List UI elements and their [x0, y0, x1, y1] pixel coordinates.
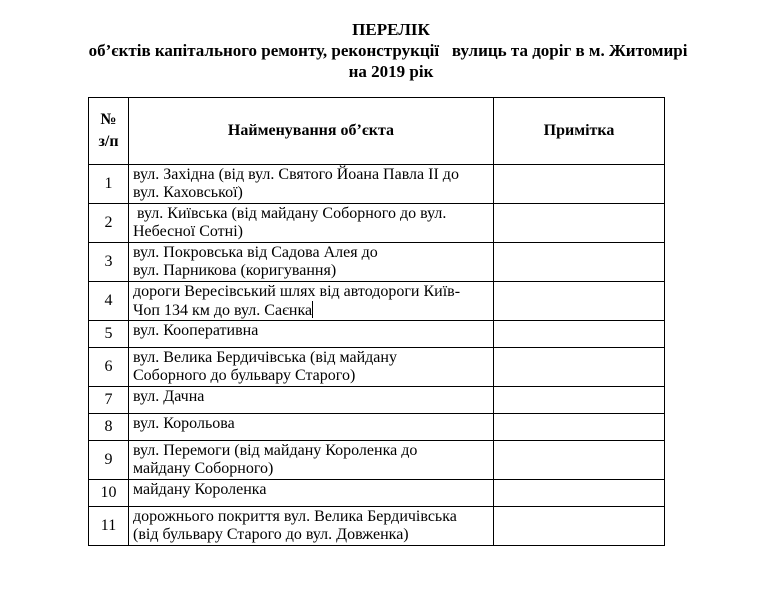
- header-number-symbol: №: [100, 111, 117, 128]
- table-row: [89, 387, 665, 414]
- document-subtitle: об’єктів капітального ремонту, реконструкції вулиць та доріг в м. Житомирі: [88, 41, 688, 60]
- row-note[interactable]: [494, 480, 665, 507]
- row-number: 11: [89, 507, 129, 546]
- table-row: [89, 321, 665, 348]
- header-note: Примітка: [494, 98, 665, 165]
- row-note[interactable]: [494, 165, 665, 204]
- row-note[interactable]: [494, 321, 665, 348]
- row-note[interactable]: [494, 282, 665, 321]
- row-object-name: вул. Київська (від майдану Соборного до вул. Небесної Сотні): [129, 204, 494, 243]
- row-object-name: вул. Покровська від Садова Алея до вул. Парникова (коригування): [129, 243, 494, 282]
- row-note[interactable]: [494, 348, 665, 387]
- table-header-row: [89, 98, 665, 165]
- row-note[interactable]: [494, 507, 665, 546]
- row-note[interactable]: [494, 387, 665, 414]
- table-row: [89, 282, 665, 321]
- table-row: [89, 480, 665, 507]
- header-number-abbr: з/п: [98, 133, 119, 150]
- text-cursor: [312, 301, 313, 318]
- row-note[interactable]: [494, 441, 665, 480]
- table-row: [89, 507, 665, 546]
- objects-table: [88, 97, 665, 546]
- row-number: 4: [89, 282, 129, 321]
- row-object-name: вул. Дачна: [129, 387, 494, 414]
- row-object-name: майдану Короленка: [129, 480, 494, 507]
- table-row: [89, 204, 665, 243]
- row-number: 9: [89, 441, 129, 480]
- row-number: 8: [89, 414, 129, 441]
- row-note[interactable]: [494, 204, 665, 243]
- table-row: [89, 165, 665, 204]
- row-number: 2: [89, 204, 129, 243]
- row-number: 10: [89, 480, 129, 507]
- document-year: на 2019 рік: [348, 62, 434, 81]
- row-number: 5: [89, 321, 129, 348]
- row-number: 6: [89, 348, 129, 387]
- row-note[interactable]: [494, 414, 665, 441]
- row-object-name: дороги Вересівський шлях від автодороги Київ- Чоп 134 км до вул. Саєнка: [129, 282, 494, 321]
- header-number: [89, 98, 129, 165]
- table-row: [89, 441, 665, 480]
- row-object-name: дорожнього покриття вул. Велика Бердичівська (від бульвару Старого до вул. Довженка): [129, 507, 494, 546]
- document-title: ПЕРЕЛІК: [352, 20, 430, 39]
- row-number: 7: [89, 387, 129, 414]
- row-object-name: вул. Велика Бердичівська (від майдану Соборного до бульвару Старого): [129, 348, 494, 387]
- row-number: 3: [89, 243, 129, 282]
- row-object-name: вул. Корольова: [129, 414, 494, 441]
- row-note[interactable]: [494, 243, 665, 282]
- row-object-name: вул. Перемоги (від майдану Короленка до майдану Соборного): [129, 441, 494, 480]
- row-number: 1: [89, 165, 129, 204]
- header-name: Найменування об’єкта: [129, 98, 494, 165]
- table-row: [89, 348, 665, 387]
- row-object-name: вул. Кооперативна: [129, 321, 494, 348]
- table-row: [89, 243, 665, 282]
- row-object-name: вул. Західна (від вул. Святого Йоана Павла ІІ до вул. Каховської): [129, 165, 494, 204]
- table-row: [89, 414, 665, 441]
